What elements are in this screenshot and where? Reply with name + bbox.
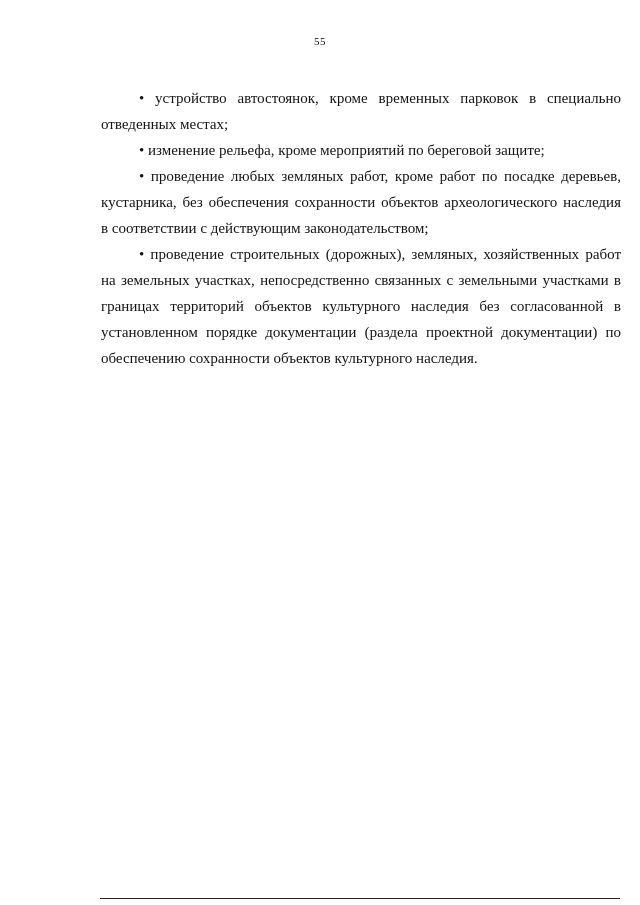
list-item <box>101 164 621 242</box>
text-line: • изменение рельефа, кроме мероприятий по береговой защите; <box>139 143 545 159</box>
text-line: кустарника, без обеспечения сохранности объектов археологического наследия <box>101 195 621 211</box>
text-line: • проведение строительных (дорожных), земляных, хозяйственных работ <box>139 247 621 263</box>
list-item <box>101 86 621 138</box>
list-item <box>101 138 621 164</box>
text-line: обеспечению сохранности объектов культурного наследия. <box>101 351 478 367</box>
document-body <box>101 86 621 372</box>
text-line: • устройство автостоянок, кроме временных парковок в специально <box>139 91 621 107</box>
list-item <box>101 242 621 372</box>
text-line: установленном порядке документации (раздела проектной документации) по <box>101 325 621 341</box>
bottom-divider <box>100 898 620 899</box>
page-number: 55 <box>314 36 326 48</box>
text-line: границах территорий объектов культурного наследия без согласованной в <box>101 299 621 315</box>
text-line: • проведение любых земляных работ, кроме работ по посадке деревьев, <box>139 169 621 185</box>
text-line: в соответствии с действующим законодательством; <box>101 221 429 237</box>
text-line: на земельных участках, непосредственно связанных с земельными участками в <box>101 273 621 289</box>
text-line: отведенных местах; <box>101 117 229 133</box>
